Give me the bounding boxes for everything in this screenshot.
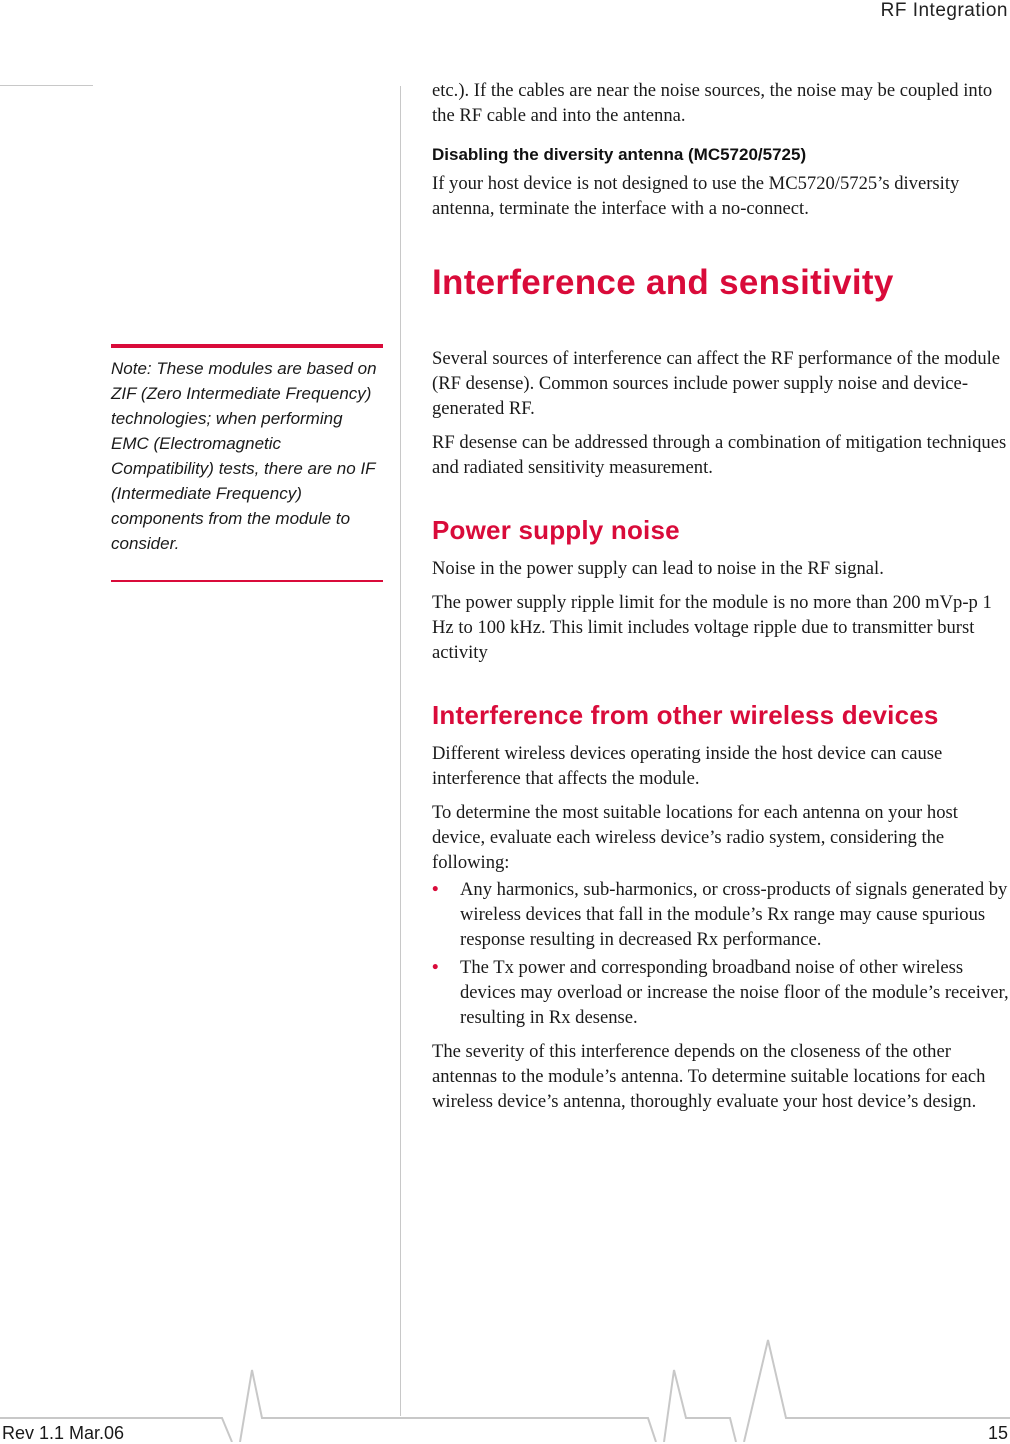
main-column — [432, 78, 1010, 1123]
footer-revision: Rev 1.1 Mar.06 — [2, 1423, 125, 1443]
header-divider — [0, 85, 93, 86]
power-paragraph-1: Noise in the power supply can lead to noise in the RF signal. — [432, 558, 884, 579]
power-paragraph-2: The power supply ripple limit for the module is no more than 200 mVp-p 1 Hz to 100 kHz. This limit includes voltage ripple due to transmitter burst activity — [432, 592, 992, 663]
list-item-text: The Tx power and corresponding broadband noise of other wireless devices may overload or increase the noise floor of the module’s receiver, resulting in Rx desense. — [460, 957, 1009, 1028]
diversity-heading: Disabling the diversity antenna (MC5720/5725) — [432, 145, 807, 164]
waveform-segment-middle — [240, 1370, 656, 1442]
bullet-icon: • — [432, 879, 439, 900]
wireless-paragraph-2: To determine the most suitable locations for each antenna on your host device, evaluate each wireless device’s radio system, considering the following: — [432, 802, 958, 873]
margin-note — [111, 344, 383, 582]
bullet-icon: • — [432, 957, 439, 978]
section-heading-interference: Interference and sensitivity — [432, 263, 894, 302]
list-item — [432, 877, 1010, 952]
running-header-title: RF Integration — [880, 0, 1008, 21]
waveform-segment-right — [744, 1340, 1010, 1442]
intro-continuation: etc.). If the cables are near the noise sources, the noise may be coupled into the RF cable and into the antenna. — [432, 80, 993, 126]
subheading-power-supply-noise: Power supply noise — [432, 515, 680, 545]
list-item-text: Any harmonics, sub-harmonics, or cross-products of signals generated by wireless devices that fall in the module’s Rx range may cause spurious response resulting in decreased Rx performance. — [460, 879, 1008, 950]
list-item — [432, 955, 1010, 1030]
considerations-list — [432, 877, 1010, 1030]
waveform-segment-peak — [664, 1370, 736, 1442]
margin-note-text: Note: These modules are based on ZIF (Zero Intermediate Frequency) technologies; when performing EMC (Electromagnetic Compatibility) tests, there are no IF (Intermediate Frequency) components from the module to consider. — [111, 359, 377, 553]
wireless-paragraph-3: The severity of this interference depends on the closeness of the other antennas to the module’s antenna. To determine suitable locations for each wireless device’s antenna, thoroughly evaluate your host device’s design. — [432, 1041, 986, 1112]
page-number: 15 — [987, 1423, 1008, 1443]
interference-paragraph-1: Several sources of interference can affect the RF performance of the module (RF desense). Common sources include power supply noise and device-generated RF. — [432, 348, 1001, 419]
wireless-paragraph-1: Different wireless devices operating inside the host device can cause interference that affects the module. — [432, 743, 943, 789]
interference-paragraph-2: RF desense can be addressed through a combination of mitigation techniques and radiated sensitivity measurement. — [432, 432, 1007, 478]
footer-waveform-graphic — [0, 1330, 1010, 1442]
column-divider — [400, 86, 401, 1416]
diversity-paragraph: If your host device is not designed to use the MC5720/5725’s diversity antenna, terminate the interface with a no-connect. — [432, 173, 960, 219]
subheading-wireless-interference: Interference from other wireless devices — [432, 700, 939, 730]
